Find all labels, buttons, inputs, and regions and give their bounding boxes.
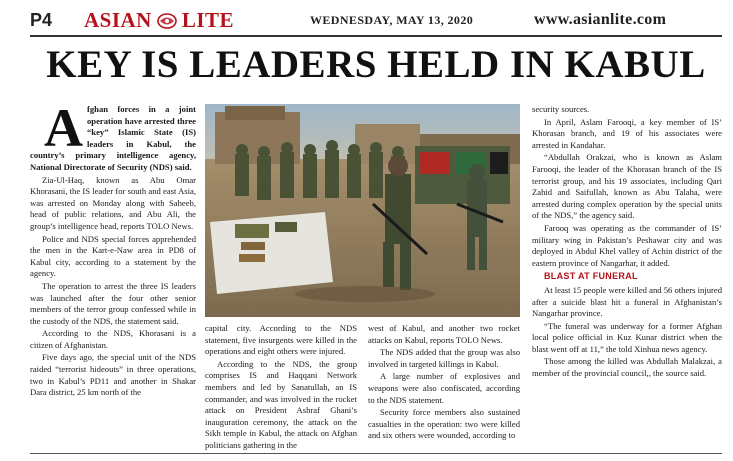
paragraph: “Abdullah Orakzai, who is known as Aslam Farooqi, the leader of the Khorasan branch of the IS terrorist group, and his 19 associates, including Qari Zahid and Saifullah, known as Abu Talaha, were arrested during complex operation by the special units of the NDS,” the agency said. [532, 152, 722, 221]
paragraph: The operation to arrest the three IS leaders was launched after the four other senior members of the terror group confessed while in the custody of the NDS, the statement said. [30, 280, 196, 326]
paragraph: capital city. According to the NDS statement, five insurgents were killed in the operations and eight others were injured. [205, 323, 357, 357]
logo-text-right: LITE [181, 8, 235, 32]
paragraph: Those among the killed was Abdullah Malakzai, a member of the provincial council,, the source said. [532, 356, 722, 379]
paragraph: According to the NDS, Khorasani is a citizen of Afghanistan. [30, 328, 196, 350]
paragraph: Zia-Ul-Haq, known as Abu Omar Khorasani, the IS leader for south and east Asia, was arrested on Monday along with Saheeb, head of public relations, and Abu Ali, the group’s intelligence head, reports TOLO News. [30, 174, 196, 231]
page-number: P4 [30, 10, 53, 30]
paragraph: In April, Aslam Farooqi, a key member of IS’ Khorasan branch, and 19 of his associates were arrested in Kandahar. [532, 116, 722, 150]
paragraph: According to the NDS, the group comprises IS and Haqqani Network members and led by Sanatullah, an IS commander, and was involved in the rocket attack on President Ashraf Ghani’s inauguration ceremony, the attack on the Sikh temple in Kabul, the attack on Afghan politicians gathering in the [205, 358, 357, 450]
paragraph: A large number of explosives and weapons were also confiscated, according to the NDS statement. [368, 371, 520, 405]
article-column-4 [532, 104, 722, 381]
paragraph: Security force members also sustained casualties in the operation: two were killed and six others were wounded, according to [368, 407, 520, 441]
logo-text-left: ASIAN [84, 8, 152, 32]
article-column-1 [30, 98, 196, 400]
lead-paragraph [30, 98, 196, 174]
paragraph: The NDS added that the group was also involved in targeted killings in Kabul. [368, 347, 520, 369]
article-column-3 [368, 323, 520, 443]
paragraph: west of Kabul, and another two rocket attacks on Kabul, reports TOLO News. [368, 323, 520, 345]
masthead-rule [30, 35, 722, 37]
publication-logo[interactable] [84, 8, 234, 33]
masthead [0, 0, 733, 36]
paragraph: Police and NDS special forces apprehended the men in the Kart-e-Naw area in PD8 of Kabul city, according to a statement by the agency. [30, 233, 196, 279]
article-column-2 [205, 323, 357, 453]
article-headline: KEY IS LEADERS HELD IN KABUL [46, 43, 706, 86]
paragraph: At least 15 people were killed and 56 others injured after a suicide blast hit a funeral in Afghanistan’s Nangarhar province. [532, 284, 722, 319]
issue-date: WEDNESDAY, MAY 13, 2020 [310, 13, 474, 27]
paragraph: Five days ago, the special unit of the NDS raided “terrorist hideouts” in three operations, two in Kabul’s PD11 and another in Shakar Dara district, 25 km north of the [30, 352, 196, 398]
article-photo [205, 104, 520, 317]
section-subhead: BLAST AT FUNERAL [544, 271, 638, 282]
page-bottom-rule [30, 453, 722, 454]
paragraph: Farooq was operating as the commander of IS’ military wing in Pakistan’s Peshawar city and was deployed in Abdul Khel valley of Achin district of the eastern province of Nangarhar, it added. [532, 222, 722, 268]
drop-cap: A [44, 98, 83, 158]
website-link[interactable]: www.asianlite.com [534, 11, 667, 28]
paragraph: security sources. [532, 104, 590, 114]
soldiers-photo-illustration [205, 104, 520, 317]
lead-text: fghan forces in a joint operation have arrested three “key” Islamic State (IS) leaders in Kabul, the country’s primary intelligence agency, National Directorate of Security (NDS) said. [30, 104, 196, 172]
paragraph: “The funeral was underway for a former Afghan local police official in Kuz Kunar district when the blast went off at 11,” the told Xinhua news agency. [532, 320, 722, 354]
logo-emblem-icon [156, 12, 178, 30]
